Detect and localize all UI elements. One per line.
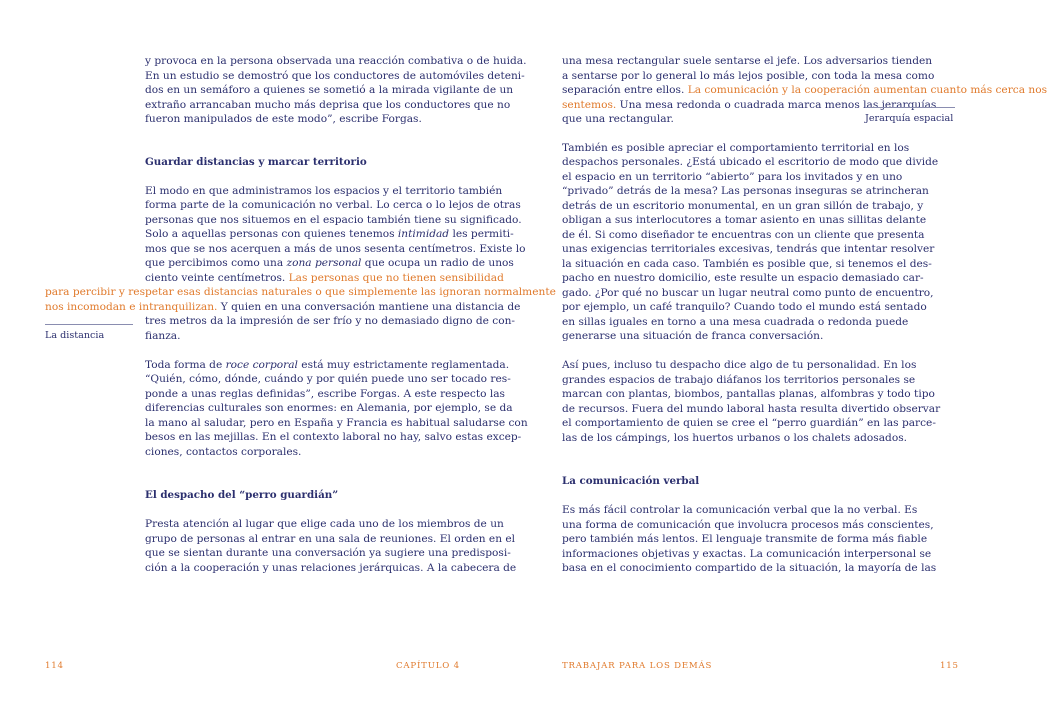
margin-note: La distancia [45, 330, 105, 341]
body-text-line: marcan con plantas, biombos, pantallas planas, alfombras y todo tipo [562, 388, 935, 400]
body-text-line: detrás de un escritorio monumental, en un gran sillón de trabajo, y [562, 200, 924, 212]
body-text-line: Es más fácil controlar la comunicación verbal que la no verbal. Es [562, 504, 918, 516]
body-text-line: que se sientan durante una conversación ya sugiere una predisposi- [145, 547, 511, 559]
page-number: 114 [45, 661, 64, 671]
body-text-line: ponde a unas reglas definidas”, escribe Forgas. A este respecto las [145, 388, 505, 400]
body-text-line: el espacio en un territorio “abierto” para los invitados y en uno [562, 171, 903, 183]
body-text-line: Presta atención al lugar que elige cada uno de los miembros de un [145, 518, 504, 530]
body-text-line: tres metros da la impresión de ser frío y no demasiado digno de con- [145, 315, 516, 327]
body-text-line: grupo de personas al entrar en una sala de reuniones. El orden en el [145, 533, 516, 545]
body-text-line: El modo en que administramos los espacios y el territorio también [145, 185, 503, 197]
body-text-line: despachos personales. ¿Está ubicado el escritorio de modo que divide [562, 156, 939, 168]
body-text-line: de recursos. Fuera del mundo laboral hasta resulta divertido observar [562, 403, 941, 415]
running-head: CAPÍTULO 4 [396, 661, 460, 671]
margin-note: Jerarquía espacial [865, 113, 954, 124]
highlighted-quote: La comunicación y la cooperación aumentan cuanto más cerca nos [687, 84, 1047, 96]
body-text-line: pacho en nuestro domicilio, este resulte un espacio demasiado car- [562, 272, 924, 284]
section-heading: Guardar distancias y marcar territorio [145, 156, 367, 168]
body-text-line: de él. Si como diseñador te encuentras con un cliente que presenta [562, 229, 925, 241]
body-text-line: “Quién, cómo, dónde, cuándo y por quién puede uno ser tocado res- [145, 373, 511, 385]
highlighted-quote: para percibir y respetar esas distancias naturales o que simplemente las ignoran normalmente [45, 286, 556, 298]
body-text-line: el comportamiento de quien se cree el “perro guardián” en las parce- [562, 417, 936, 429]
body-text-line: ciones, contactos corporales. [145, 446, 302, 458]
body-text-line: ción a la cooperación y unas relaciones jerárquicas. A la cabecera de [145, 562, 517, 574]
body-text-line: En un estudio se demostró que los conductores de automóviles deteni- [145, 70, 525, 82]
body-text-line: unas exigencias territoriales excesivas, tendrás que intentar resolver [562, 243, 935, 255]
body-text-line: “privado” detrás de la mesa? Las personas inseguras se atrincheran [562, 185, 929, 197]
body-text-line: besos en las mejillas. En el contexto laboral no hay, salvo estas excep- [145, 431, 522, 443]
body-text-line: que percibimos como una zona personal que ocupa un radio de unos [145, 257, 514, 269]
body-text-line: También es posible apreciar el comportamiento territorial en los [562, 142, 910, 154]
body-text-line: extraño arrancaban mucho más deprisa que los conductores que no [145, 99, 511, 111]
body-text-line: basa en el conocimiento compartido de la situación, la mayoría de las [562, 562, 937, 574]
body-text-line: la situación en cada caso. También es posible que, si tenemos el des- [562, 258, 932, 270]
body-text-line: personas que nos situemos en el espacio también tiene su significado. [145, 214, 522, 226]
body-text-line: una mesa rectangular suele sentarse el jefe. Los adversarios tienden [562, 55, 933, 67]
body-text-line: generarse una situación de franca conversación. [562, 330, 824, 342]
body-text-line: sentemos. Una mesa redonda o cuadrada marca menos las jerarquías [562, 99, 937, 111]
body-text-line: obligan a sus interlocutores a tomar asiento en unas sillitas delante [562, 214, 927, 226]
section-heading: El despacho del “perro guardián” [145, 489, 339, 501]
body-text-line: gado. ¿Por qué no buscar un lugar neutral como punto de encuentro, [562, 287, 934, 299]
body-text-line: a sentarse por lo general lo más lejos posible, con toda la mesa como [562, 70, 935, 82]
body-text-line: forma parte de la comunicación no verbal. Lo cerca o lo lejos de otras [145, 199, 521, 211]
body-text-line: dos en un semáforo a quienes se sometió a la mirada vigilante de un [145, 84, 514, 96]
body-text-line: grandes espacios de trabajo diáfanos los territorios personales se [562, 374, 916, 386]
running-head: TRABAJAR PARA LOS DEMÁS [562, 661, 713, 671]
body-text-line: que una rectangular. [562, 113, 674, 125]
body-text-line: separación entre ellos. La comunicación y la cooperación aumentan cuanto más cerca nos [562, 84, 1047, 96]
body-text-line: diferencias culturales son enormes: en Alemania, por ejemplo, se da [145, 402, 513, 414]
body-text-line: por ejemplo, un café tranquilo? Cuando todo el mundo está sentado [562, 301, 927, 313]
margin-rule [865, 107, 955, 108]
body-text-line: en sillas iguales en torno a una mesa cuadrada o redonda puede [562, 316, 909, 328]
body-text-line: Solo a aquellas personas con quienes tenemos intimidad les permiti- [145, 228, 514, 240]
body-text-line: pero también más lentos. El lenguaje transmite de forma más fiable [562, 533, 928, 545]
body-text-line: informaciones objetivas y exactas. La comunicación interpersonal se [562, 548, 932, 560]
body-text-line: las de los cámpings, los huertos urbanos o los chalets adosados. [562, 432, 908, 444]
body-text-line: Toda forma de roce corporal está muy estrictamente reglamentada. [145, 359, 510, 371]
body-text-line: una forma de comunicación que involucra procesos más conscientes, [562, 519, 934, 531]
highlighted-quote: sentemos. [562, 99, 617, 111]
highlighted-quote: nos incomodan e intranquilizan. [45, 301, 218, 313]
body-text-line: fianza. [145, 330, 181, 342]
body-text-line: y provoca en la persona observada una reacción combativa o de huida. [145, 55, 527, 67]
body-text-line: la mano al saludar, pero en España y Francia es habitual saludarse con [145, 417, 528, 429]
section-heading: La comunicación verbal [562, 475, 700, 487]
body-text-line: nos incomodan e intranquilizan. Y quien en una conversación mantiene una distancia de [45, 301, 521, 313]
page-number: 115 [940, 661, 959, 671]
body-text-line: mos que se nos acerquen a más de unos sesenta centímetros. Existe lo [145, 243, 526, 255]
margin-rule [45, 324, 133, 325]
highlighted-quote: Las personas que no tienen sensibilidad [288, 272, 504, 284]
body-text-line: fueron manipulados de este modo”, escribe Forgas. [145, 113, 422, 125]
body-text-line: Así pues, incluso tu despacho dice algo de tu personalidad. En los [562, 359, 917, 371]
body-text-line: ciento veinte centímetros. Las personas que no tienen sensibilidad [145, 272, 504, 284]
